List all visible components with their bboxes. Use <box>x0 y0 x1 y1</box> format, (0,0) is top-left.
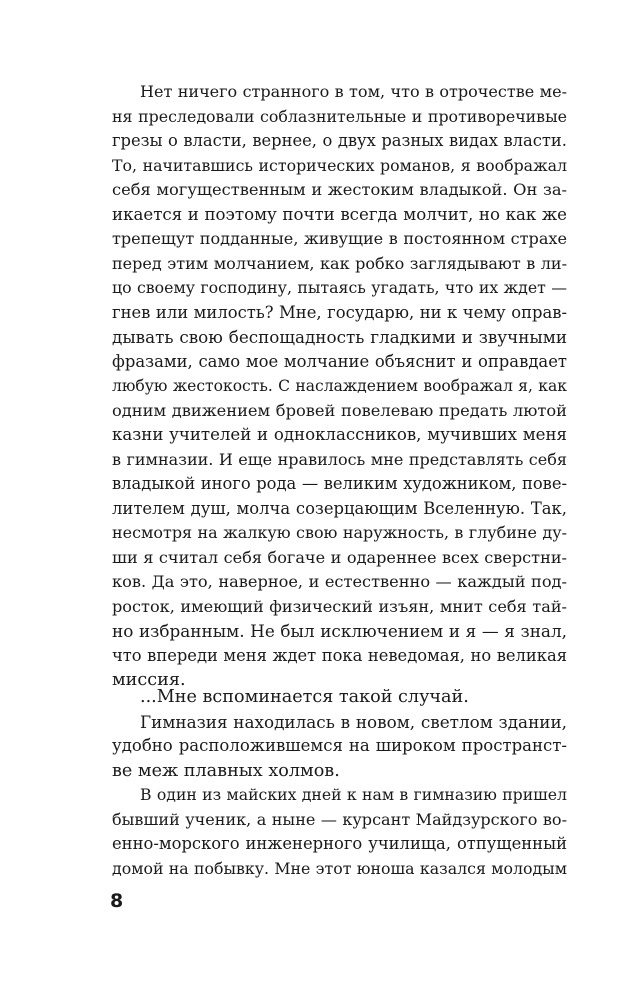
text-line: удобно расположившемся на широком пространст- <box>112 736 567 755</box>
text-line: ня преследовали соблазнительные и противоречивые <box>112 106 567 126</box>
text-line: что впереди меня ждет пока неведомая, но великая <box>112 645 567 665</box>
text-line: казни учителей и одноклассников, мучивших меня <box>112 425 567 444</box>
text-line: Нет ничего странного в том, что в отрочестве ме- <box>140 82 567 101</box>
text-line: в гимназии. И еще нравилось мне представлять себя <box>112 449 567 469</box>
text-line: ...Мне вспоминается такой случай. <box>140 687 469 707</box>
text-line: енно-морского инженерного училища, отпущенный <box>112 834 567 853</box>
text-block-main <box>112 80 567 693</box>
text-line: ши я считал себя богаче и одареннее всех сверстни- <box>112 547 567 567</box>
text-line: В один из майских дней к нам в гимназию пришел <box>140 785 567 804</box>
text-line: домой на побывку. Мне этот юноша казался молодым <box>112 858 567 878</box>
text-line: бывший ученик, а ныне — курсант Майдзурского во- <box>112 809 567 829</box>
page-number: 8 <box>110 890 124 912</box>
text-line: перед этим молчанием, как робко заглядывают в ли- <box>112 253 567 273</box>
text-line: грезы о власти, вернее, о двух разных видах власти. <box>112 131 567 150</box>
text-line: любую жестокость. С наслаждением воображал я, как <box>112 377 567 395</box>
text-line: трепещут подданные, живущие в постоянном страхе <box>112 229 567 248</box>
text-line: одним движением бровей повелеваю предать лютой <box>112 400 567 420</box>
text-line: ве меж плавных холмов. <box>112 760 340 781</box>
text-block-continuation <box>112 685 567 881</box>
text-line: владыкой иного рода — великим художником, пове- <box>112 474 567 493</box>
text-line: несмотря на жалкую свою наружность, в глубине ду- <box>112 523 567 542</box>
text-line: росток, имеющий физический изъян, мнит себя тай- <box>112 596 567 616</box>
text-line: но избранным. Не был исключением и я — я знал, <box>112 621 567 641</box>
text-line: цо своему господину, пытаясь угадать, что их ждет — <box>112 278 567 297</box>
text-line: Гимназия находилась в новом, светлом здании, <box>140 711 567 732</box>
text-line: лителем душ, молча созерцающим Вселенную. Так, <box>112 498 567 518</box>
text-line: дывать свою беспощадность гладкими и звучными <box>112 327 567 347</box>
text-line: себя могущественным и жестоким владыкой. Он за- <box>112 180 567 199</box>
text-line: фразами, само мое молчание объяснит и оправдает <box>112 351 567 371</box>
text-line: гнев или милость? Мне, государю, ни к чему оправ- <box>112 302 567 322</box>
text-line: миссия. <box>112 670 186 690</box>
text-line: То, начитавшись исторических романов, я воображал <box>112 155 567 175</box>
text-line: ков. Да это, наверное, и естественно — каждый под- <box>112 572 567 591</box>
text-line: икается и поэтому почти всегда молчит, но как же <box>112 204 567 224</box>
